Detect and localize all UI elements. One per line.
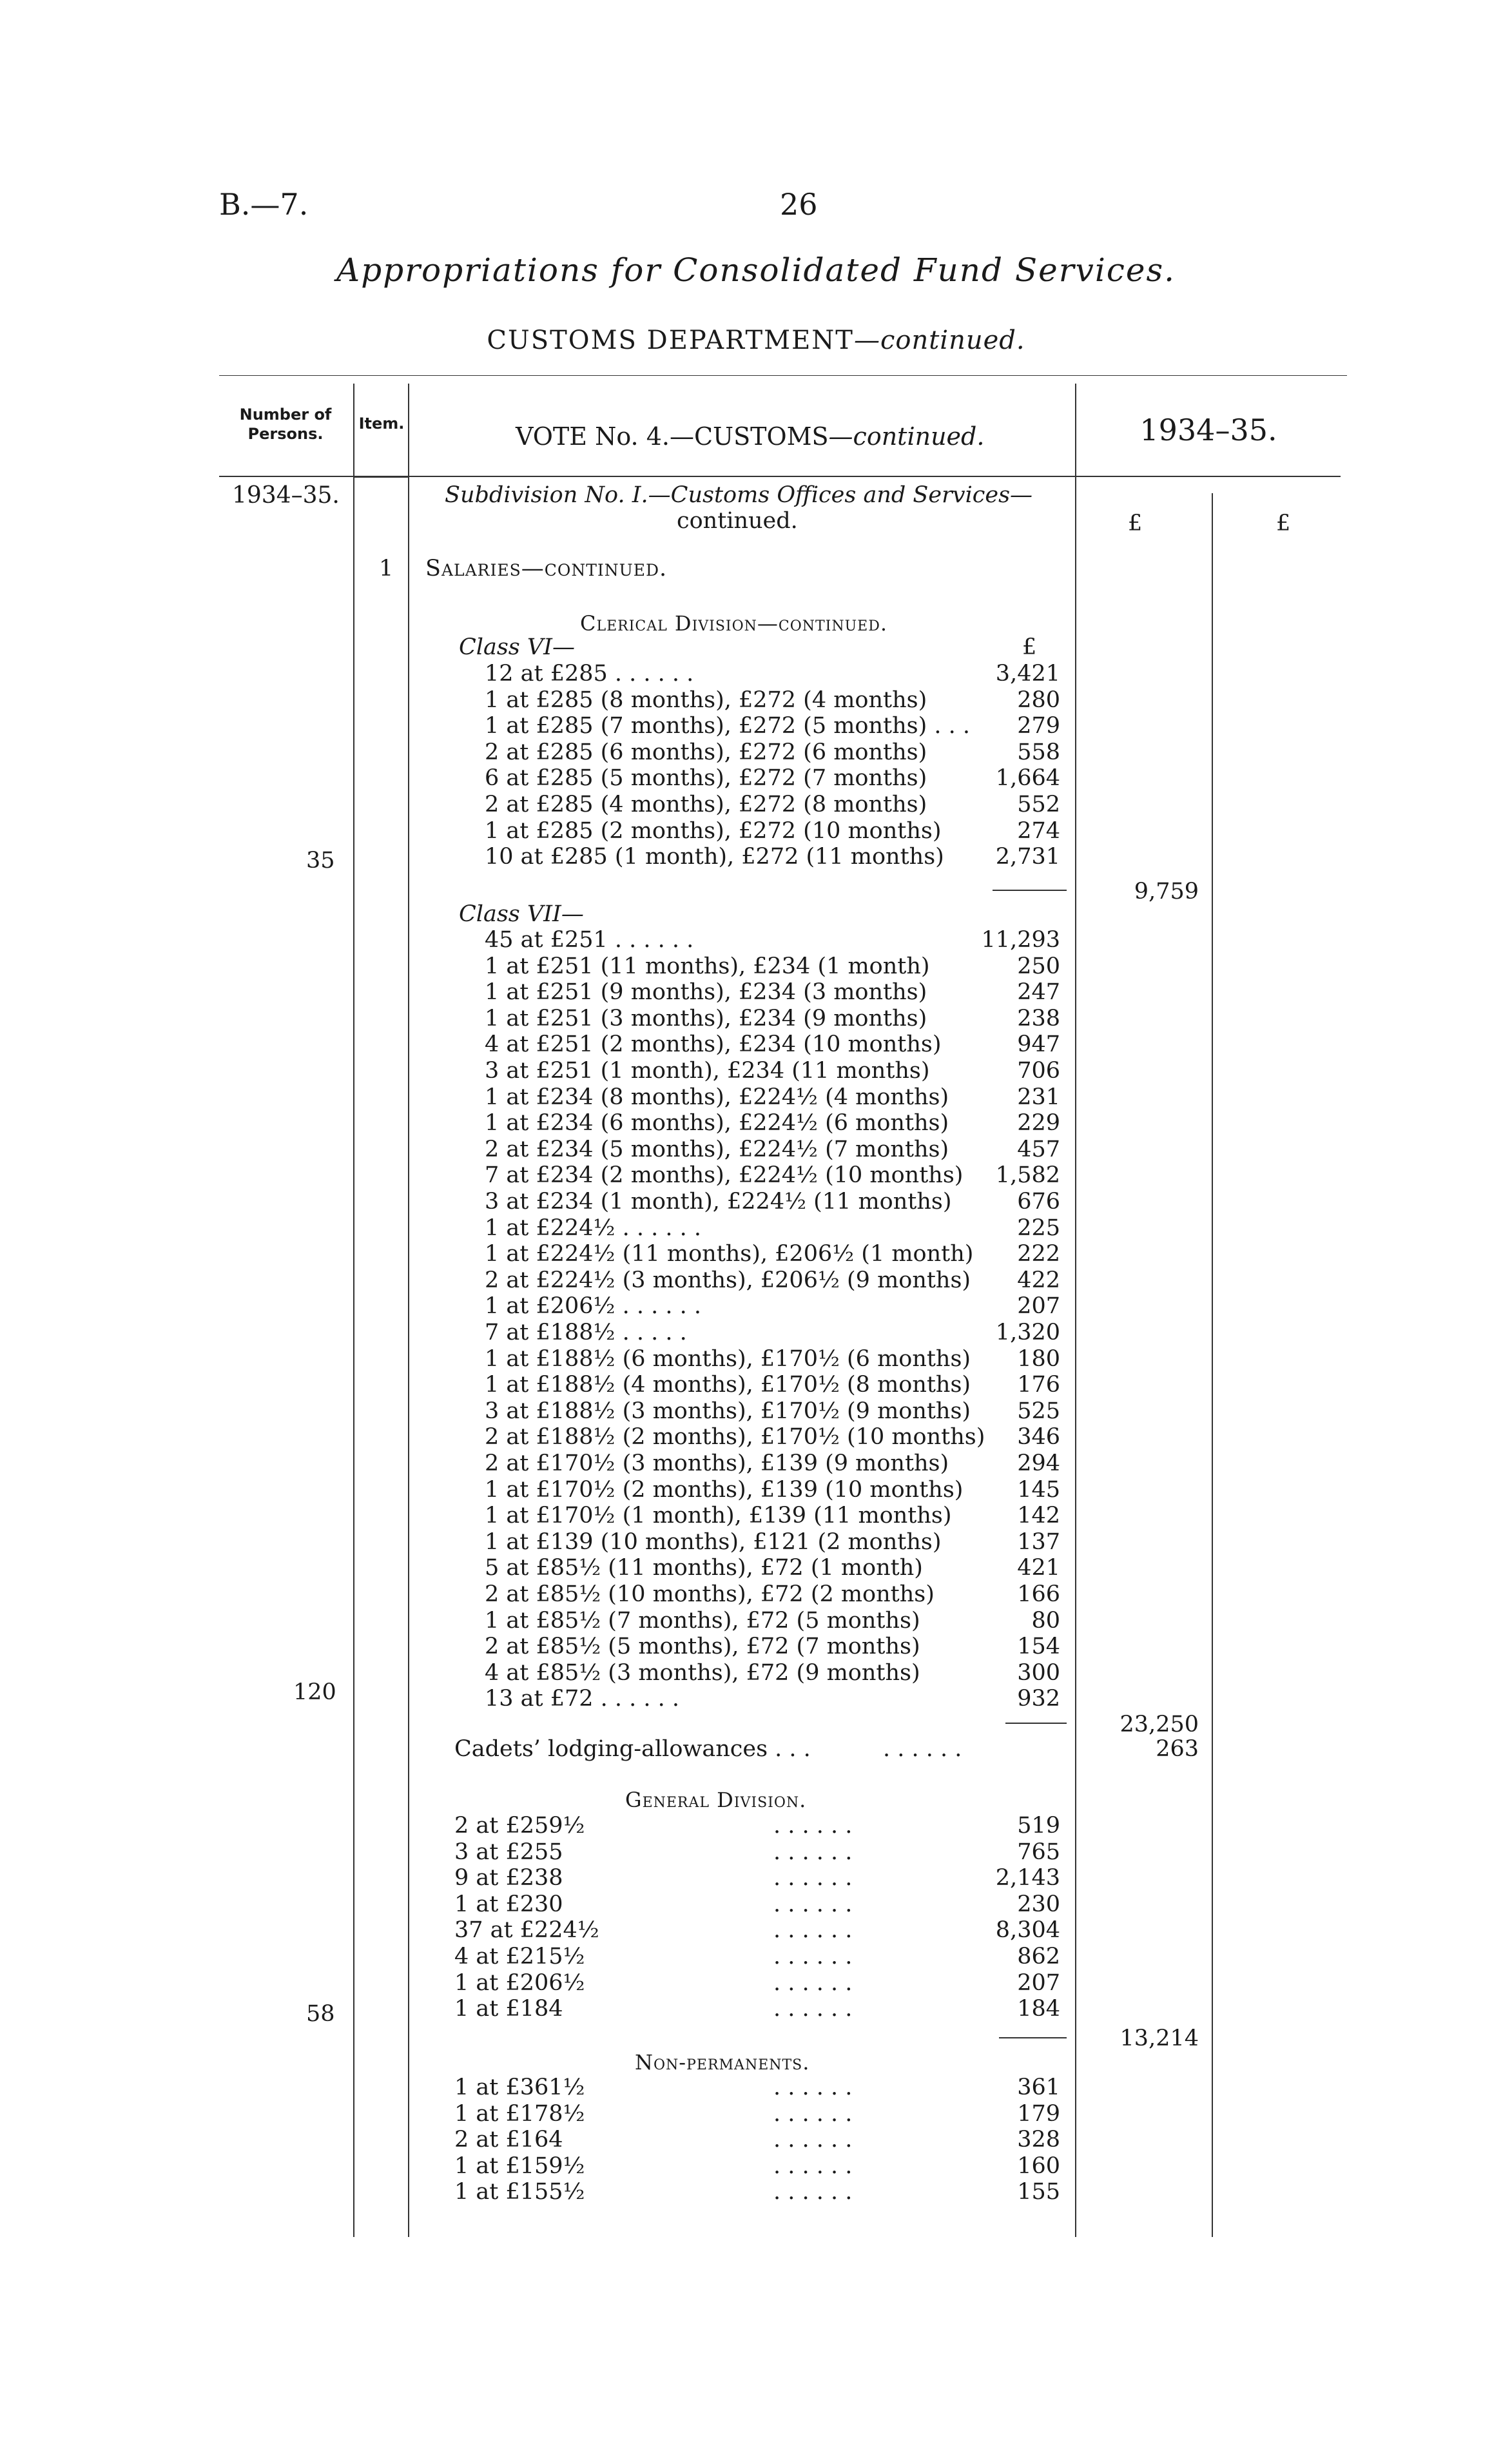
ledger-row-description: 2 at £170½ (3 months), £139 (9 months): [485, 1451, 949, 1476]
class-vi-total: 9,759: [1134, 879, 1199, 904]
ledger-row-description: 1 at £170½ (2 months), £139 (10 months): [485, 1476, 964, 1503]
ledger-row-description: 1 at £234 (8 months), £224½ (4 months): [485, 1084, 949, 1110]
ledger-row-description: 1 at £224½ . . . . . .: [485, 1215, 701, 1241]
ledger-row-leader-dots: . . . . . .: [773, 2075, 853, 2100]
ledger-row-description: 2 at £259½: [454, 1813, 585, 1839]
ledger-row-amount: 765: [1017, 1839, 1060, 1865]
ledger-row-amount: 457: [1017, 1136, 1060, 1162]
column-divider-pounds: [1212, 493, 1213, 2237]
ledger-row-leader-dots: . . . . . .: [773, 1813, 853, 1839]
ledger-row-amount: 225: [1017, 1215, 1060, 1241]
cadets-allowance-label: Cadets’ lodging-allowances . . .: [454, 1736, 811, 1762]
ledger-row-leader-dots: . . . . . .: [773, 2179, 853, 2205]
ledger-row-amount: 422: [1017, 1267, 1060, 1293]
ledger-row-amount: 166: [1017, 1581, 1060, 1607]
ledger-row-amount: 1,320: [995, 1320, 1060, 1345]
ledger-row-amount: 346: [1017, 1424, 1060, 1451]
ledger-row-amount: 862: [1017, 1944, 1060, 1969]
ledger-row-description: 2 at £85½ (10 months), £72 (2 months): [485, 1581, 935, 1607]
item-number: 1: [379, 556, 394, 581]
ledger-row-amount: 552: [1017, 792, 1060, 817]
general-sum-rule: [999, 2037, 1067, 2038]
ledger-row-description: 1 at £206½: [454, 1969, 585, 1996]
ledger-row-amount: 250: [1017, 953, 1060, 979]
class-vii-sum-rule: [1005, 1723, 1067, 1724]
ledger-row-amount: 238: [1017, 1005, 1060, 1031]
ledger-row-amount: 947: [1017, 1031, 1060, 1058]
pound-column-2: £: [1276, 511, 1291, 536]
ledger-row-description: 9 at £238: [454, 1865, 563, 1891]
ledger-row-amount: 207: [1017, 1969, 1060, 1996]
ledger-row-description: 1 at £188½ (6 months), £170½ (6 months): [485, 1345, 971, 1372]
ledger-row-amount: 180: [1017, 1345, 1060, 1372]
ledger-row-amount: 361: [1017, 2075, 1060, 2100]
clerical-division-heading: Clerical Division—continued.: [580, 611, 888, 636]
ledger-row-amount: 247: [1017, 979, 1060, 1006]
ledger-row-amount: 230: [1017, 1891, 1060, 1917]
ledger-row-amount: 328: [1017, 2127, 1060, 2153]
ledger-row-description: 1 at £224½ (11 months), £206½ (1 month): [485, 1241, 974, 1267]
header-item: Item.: [358, 415, 405, 433]
general-total: 13,214: [1119, 2026, 1199, 2051]
cadets-allowance-amount: 263: [1156, 1736, 1199, 1762]
ledger-row-leader-dots: . . . . . .: [773, 1865, 853, 1891]
ledger-row-description: 1 at £234 (6 months), £224½ (6 months): [485, 1110, 949, 1137]
ledger-row-description: 1 at £159½: [454, 2153, 585, 2179]
ledger-row-description: 7 at £188½ . . . . .: [485, 1320, 687, 1345]
ledger-row-leader-dots: . . . . . .: [773, 1917, 853, 1944]
ledger-row-description: 3 at £188½ (3 months), £170½ (9 months): [485, 1398, 971, 1424]
ledger-row-leader-dots: . . . . . .: [773, 1891, 853, 1917]
ledger-row-description: 1 at £285 (8 months), £272 (4 months): [485, 687, 927, 713]
table-top-rule: [219, 375, 1347, 376]
ledger-row-description: 1 at £251 (11 months), £234 (1 month): [485, 953, 930, 979]
ledger-row-amount: 176: [1017, 1372, 1060, 1398]
ledger-row-leader-dots: . . . . . .: [773, 1839, 853, 1865]
ledger-row-description: 3 at £255: [454, 1839, 563, 1865]
ledger-row-amount: 80: [1031, 1607, 1060, 1634]
ledger-row-description: 10 at £285 (1 month), £272 (11 months): [485, 844, 944, 870]
ledger-row-leader-dots: . . . . . .: [773, 1996, 853, 2022]
class-vi-sum-rule: [993, 890, 1067, 891]
department-name: CUSTOMS DEPARTMENT: [487, 326, 854, 355]
subdivision-continued: continued.: [677, 508, 798, 534]
ledger-row-description: 4 at £251 (2 months), £234 (10 months): [485, 1031, 942, 1058]
ledger-row-description: 5 at £85½ (11 months), £72 (1 month): [485, 1555, 923, 1581]
ledger-row-description: 1 at £206½ . . . . . .: [485, 1293, 701, 1320]
ledger-row-description: 1 at £251 (3 months), £234 (9 months): [485, 1005, 927, 1031]
ledger-row-description: 1 at £285 (2 months), £272 (10 months): [485, 817, 942, 844]
ledger-row-amount: 222: [1017, 1241, 1060, 1267]
ledger-row-amount: 2,143: [995, 1865, 1060, 1891]
ledger-row-amount: 2,731: [995, 844, 1060, 870]
ledger-row-description: 7 at £234 (2 months), £224½ (10 months): [485, 1162, 964, 1189]
ledger-row-amount: 229: [1017, 1110, 1060, 1137]
column-divider-persons: [353, 384, 354, 2237]
class-vii-total: 23,250: [1119, 1712, 1199, 1737]
ledger-row-amount: 154: [1017, 1634, 1060, 1660]
ledger-row-description: 1 at £251 (9 months), £234 (3 months): [485, 979, 927, 1006]
ledger-row-description: 1 at £361½: [454, 2075, 585, 2100]
department-suffix: —continued.: [853, 326, 1025, 355]
ledger-row-description: 4 at £85½ (3 months), £72 (9 months): [485, 1659, 920, 1686]
ledger-row-amount: 519: [1017, 1813, 1060, 1839]
ledger-row-description: 1 at £184: [454, 1996, 563, 2022]
ledger-row-leader-dots: . . . . . .: [773, 2100, 853, 2127]
vote-heading: [516, 422, 984, 451]
ledger-row-amount: 280: [1017, 687, 1060, 713]
class-vi-persons: 35: [306, 848, 335, 874]
ledger-row-description: 2 at £85½ (5 months), £72 (7 months): [485, 1634, 920, 1660]
ledger-row-amount: 300: [1017, 1659, 1060, 1686]
ledger-row-amount: 155: [1017, 2179, 1060, 2205]
subdivision-heading: Subdivision No. I.—Customs Offices and Services—: [445, 482, 1033, 508]
column-divider-description: [1075, 384, 1076, 2237]
ledger-row-amount: 8,304: [995, 1917, 1060, 1944]
ledger-row-description: 37 at £224½: [454, 1917, 599, 1944]
pound-column-1: £: [1128, 511, 1143, 536]
document-reference: B.—7.: [219, 187, 309, 222]
ledger-row-amount: 231: [1017, 1084, 1060, 1110]
page-number: 26: [780, 187, 818, 222]
ledger-row-description: 2 at £285 (6 months), £272 (6 months): [485, 739, 927, 765]
class-vii-label: Class VII—: [459, 901, 584, 927]
general-division-heading: General Division.: [625, 1788, 807, 1812]
ledger-row-description: 1 at £230: [454, 1891, 563, 1917]
ledger-row-amount: 932: [1017, 1686, 1060, 1712]
ledger-row-amount: 421: [1017, 1555, 1060, 1581]
ledger-row-amount: 160: [1017, 2153, 1060, 2179]
ledger-row-description: 1 at £155½: [454, 2179, 585, 2205]
ledger-row-amount: 274: [1017, 817, 1060, 844]
ledger-row-amount: 558: [1017, 739, 1060, 765]
ledger-row-amount: 179: [1017, 2100, 1060, 2127]
class-vi-pound-sign: £: [1022, 634, 1037, 660]
header-year: 1934–35.: [1139, 413, 1277, 447]
ledger-row-description: 1 at £188½ (4 months), £170½ (8 months): [485, 1372, 971, 1398]
ledger-row-amount: 145: [1017, 1476, 1060, 1503]
ledger-row-description: 13 at £72 . . . . . .: [485, 1686, 680, 1712]
persons-year: 1934–35.: [232, 482, 340, 509]
ledger-row-amount: 1,664: [995, 765, 1060, 792]
general-persons: 58: [306, 2001, 335, 2027]
ledger-row-leader-dots: . . . . . .: [773, 1969, 853, 1996]
salaries-heading: Salaries—continued.: [425, 556, 668, 581]
class-vi-label: Class VI—: [459, 634, 575, 660]
ledger-row-description: 3 at £234 (1 month), £224½ (11 months): [485, 1189, 952, 1215]
ledger-row-amount: 184: [1017, 1996, 1060, 2022]
vote-title: VOTE No. 4.—CUSTOMS: [516, 422, 829, 451]
ledger-row-description: 2 at £164: [454, 2127, 563, 2153]
ledger-row-leader-dots: . . . . . .: [773, 1944, 853, 1969]
header-number-of-persons: [219, 405, 352, 444]
ledger-row-description: 3 at £251 (1 month), £234 (11 months): [485, 1058, 930, 1084]
page-title: Appropriations for Consolidated Fund Services.: [336, 251, 1176, 289]
ledger-row-description: 2 at £285 (4 months), £272 (8 months): [485, 792, 927, 817]
non-permanents-heading: Non-permanents.: [635, 2050, 810, 2075]
department-heading: [0, 326, 1512, 355]
column-divider-item: [408, 384, 409, 2237]
ledger-row-amount: 137: [1017, 1529, 1060, 1555]
ledger-row-amount: 706: [1017, 1058, 1060, 1084]
ledger-row-description: 2 at £224½ (3 months), £206½ (9 months): [485, 1267, 971, 1293]
ledger-row-amount: 294: [1017, 1451, 1060, 1476]
ledger-row-description: 45 at £251 . . . . . .: [485, 927, 694, 953]
item-header-rule: [354, 476, 409, 478]
ledger-row-description: 2 at £234 (5 months), £224½ (7 months): [485, 1136, 949, 1162]
ledger-row-amount: 3,421: [995, 661, 1060, 687]
ledger-row-amount: 676: [1017, 1189, 1060, 1215]
ledger-row-description: 12 at £285 . . . . . .: [485, 661, 694, 687]
ledger-row-amount: 1,582: [995, 1162, 1060, 1189]
ledger-row-amount: 525: [1017, 1398, 1060, 1424]
ledger-row-description: 1 at £178½: [454, 2100, 585, 2127]
class-vii-persons: 120: [293, 1679, 336, 1705]
ledger-row-amount: 11,293: [981, 927, 1060, 953]
ledger-row-amount: 279: [1017, 713, 1060, 739]
cadets-leader-dots: . . . . . .: [883, 1736, 962, 1762]
ledger-row-leader-dots: . . . . . .: [773, 2127, 853, 2153]
ledger-row-description: 1 at £85½ (7 months), £72 (5 months): [485, 1607, 920, 1634]
ledger-row-description: 2 at £188½ (2 months), £170½ (10 months): [485, 1424, 985, 1451]
ledger-row-description: 4 at £215½: [454, 1944, 585, 1969]
ledger-row-description: 1 at £285 (7 months), £272 (5 months) . . .: [485, 713, 970, 739]
ledger-row-description: 1 at £139 (10 months), £121 (2 months): [485, 1529, 942, 1555]
ledger-row-description: 6 at £285 (5 months), £272 (7 months): [485, 765, 927, 792]
ledger-row-amount: 142: [1017, 1503, 1060, 1529]
ledger-row-amount: 207: [1017, 1293, 1060, 1320]
ledger-row-leader-dots: . . . . . .: [773, 2153, 853, 2179]
ledger-row-description: 1 at £170½ (1 month), £139 (11 months): [485, 1503, 952, 1529]
vote-suffix: —continued.: [828, 422, 985, 451]
number-of-persons-label: Number of Persons.: [239, 405, 332, 443]
